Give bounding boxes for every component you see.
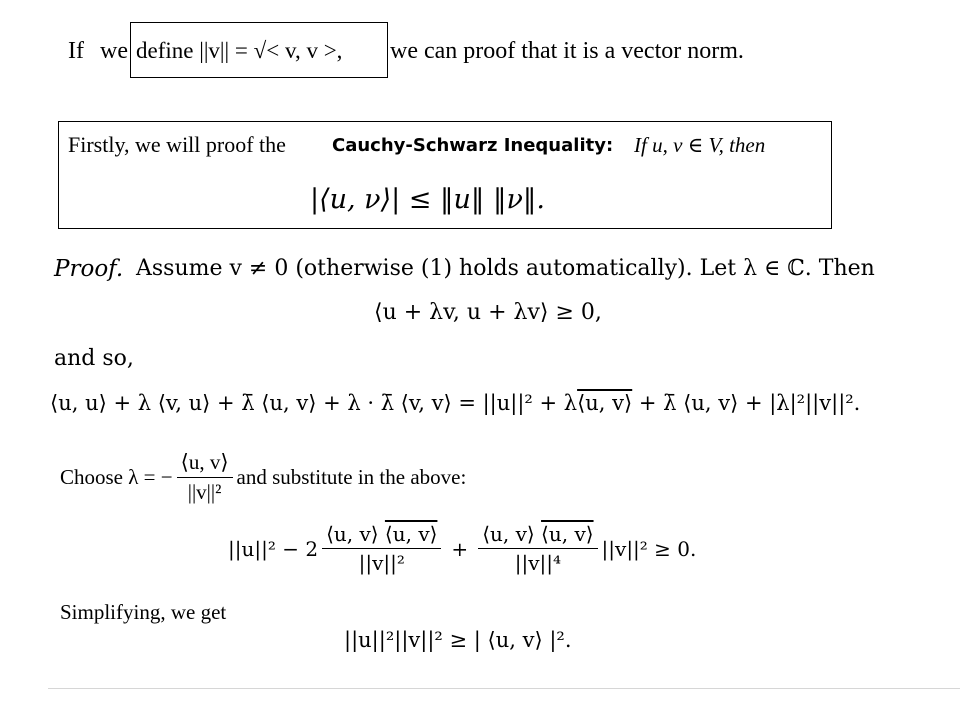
- vector-norm-text: we can proof that it is a vector norm.: [390, 38, 744, 64]
- cauchy-schwarz-inequality: |⟨u, ν⟩| ≤ ‖u‖ ‖ν‖.: [310, 184, 545, 215]
- theorem-intro: Firstly, we will proof the: [68, 132, 286, 157]
- equation-substituted: ||u||² − 2 $\frac{⟨u, v⟩ ⟨u, v⟩}{\text{||v||²}}$ + $\frac{⟨u, v⟩ ⟨u, v⟩}{\text{||v||⁴}}$ ||v||² ≥ 0.: [228, 522, 697, 575]
- norm-definition: define ||v|| = √< v, v >,: [136, 38, 343, 63]
- final-inequality: ||u||²||v||² ≥ | ⟨u, v⟩ |².: [344, 628, 572, 652]
- equation-expansion: ⟨u, u⟩ + λ ⟨v, u⟩ + λ̄ ⟨u, v⟩ + λ · λ̄ ⟨v, v⟩ = ||u||² + λ⟨u, v⟩ + λ̄ ⟨u, v⟩ + |λ|²||v||².: [50, 391, 861, 415]
- proof-label: Proof.: [54, 256, 124, 282]
- theorem-statement: If u, ν ∈ V, then: [634, 133, 766, 157]
- choose-lambda-line: Choose λ = − $\frac{⟨u, v⟩}{\text{||v||²}}$ and substitute in the above:: [60, 450, 467, 504]
- equation-positive-inner-product: ⟨u + λv, u + λv⟩ ≥ 0,: [374, 300, 602, 325]
- and-so-text: and so,: [54, 346, 134, 371]
- simplifying-text: Simplifying, we get: [60, 600, 227, 624]
- proof-first-line: Assume v ≠ 0 (otherwise (1) holds automatically). Let λ ∈ ℂ. Then: [136, 256, 875, 281]
- slide: [48, 0, 960, 689]
- theorem-name: Cauchy-Schwarz Inequality:: [332, 135, 614, 156]
- we-text: we: [100, 38, 128, 64]
- if-text: If: [68, 38, 84, 64]
